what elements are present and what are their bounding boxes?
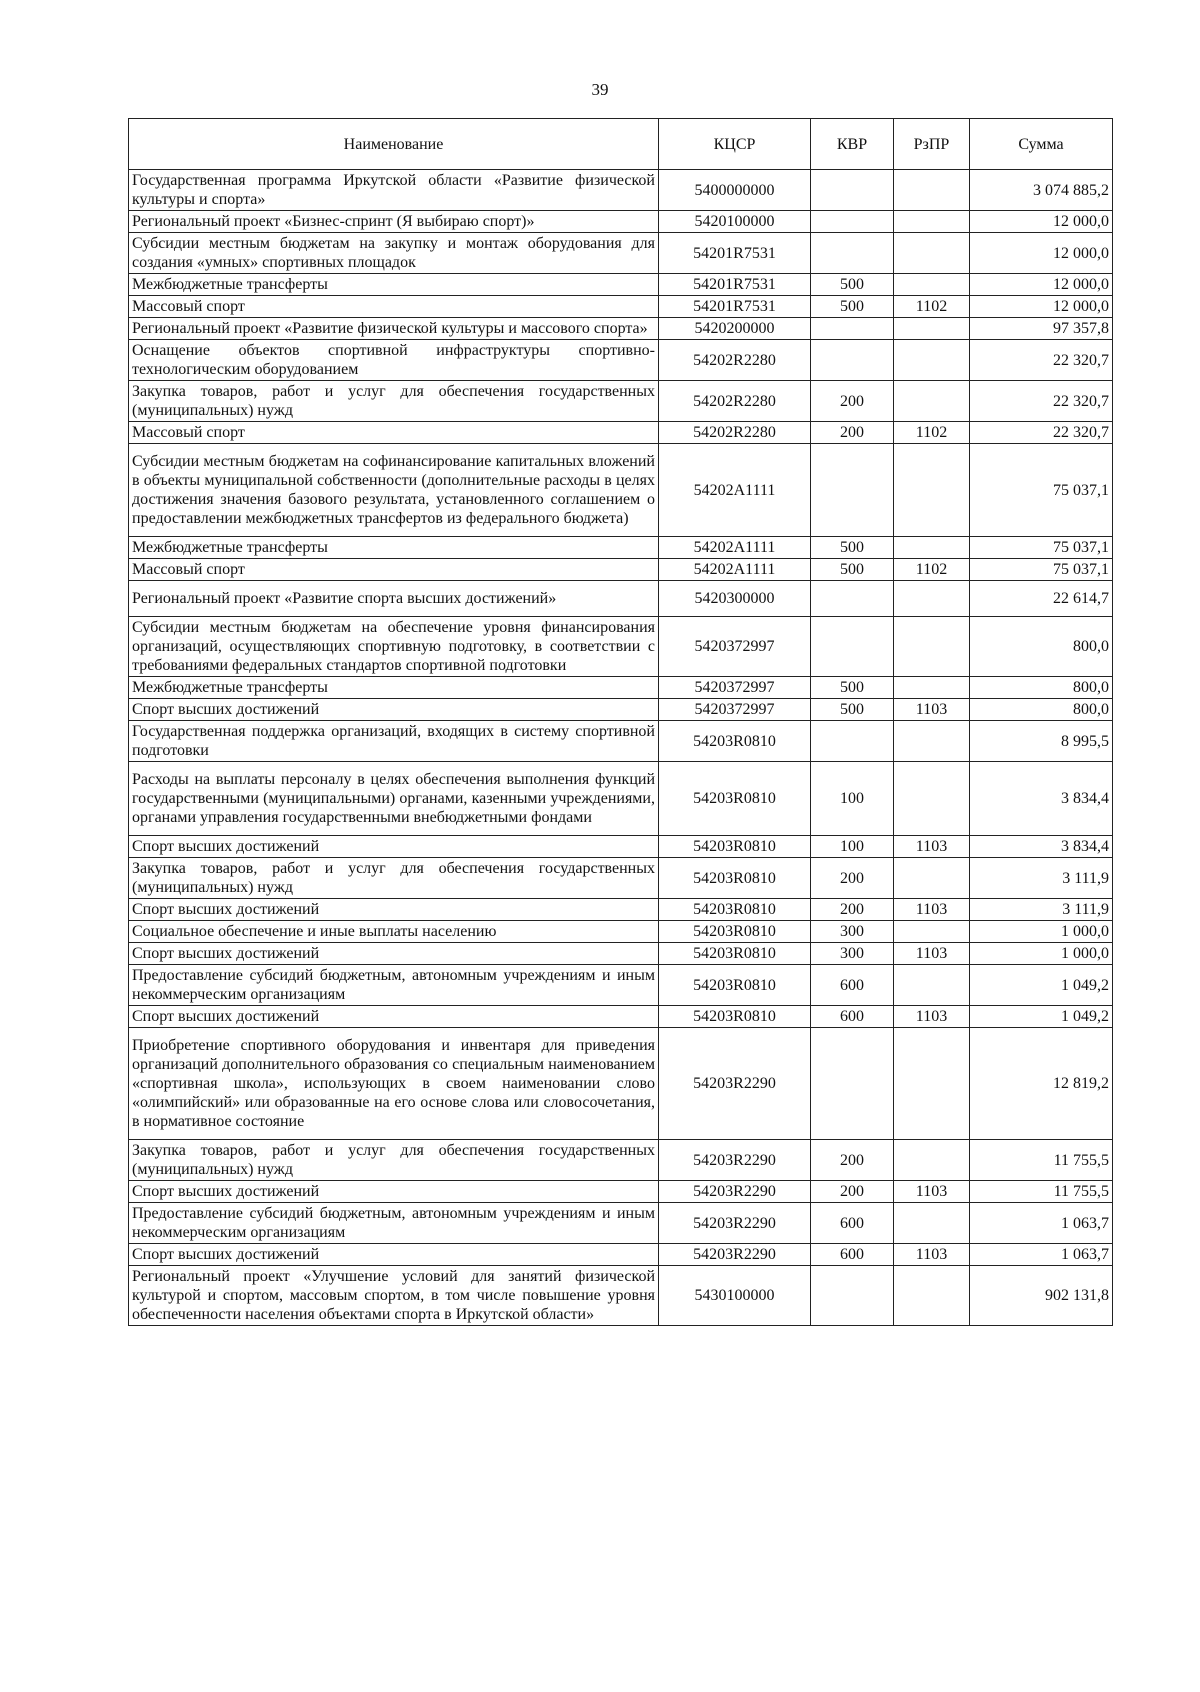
row-name-cell: Спорт высших достижений xyxy=(129,899,659,921)
row-kcsr-cell: 5420200000 xyxy=(659,318,811,340)
row-sum-cell: 3 111,9 xyxy=(970,858,1113,899)
row-sum-cell: 1 049,2 xyxy=(970,965,1113,1006)
row-sum-cell: 800,0 xyxy=(970,699,1113,721)
row-kvr-cell xyxy=(811,170,894,211)
row-kvr-cell xyxy=(811,581,894,617)
header-kcsr: КЦСР xyxy=(659,119,811,170)
row-kvr-cell xyxy=(811,318,894,340)
row-rzpr-cell: 1103 xyxy=(894,1244,970,1266)
row-kvr-cell xyxy=(811,211,894,233)
table-header-row xyxy=(129,119,1113,170)
row-kvr-cell: 100 xyxy=(811,836,894,858)
row-kcsr-cell: 54203R0810 xyxy=(659,858,811,899)
row-sum-cell: 75 037,1 xyxy=(970,559,1113,581)
table-row xyxy=(129,762,1113,836)
row-kcsr-cell: 54203R2290 xyxy=(659,1203,811,1244)
row-sum-cell: 22 320,7 xyxy=(970,422,1113,444)
row-sum-cell: 75 037,1 xyxy=(970,537,1113,559)
row-name-cell: Спорт высших достижений xyxy=(129,836,659,858)
row-rzpr-cell: 1103 xyxy=(894,836,970,858)
row-sum-cell: 22 320,7 xyxy=(970,381,1113,422)
row-kcsr-cell: 54203R0810 xyxy=(659,899,811,921)
table-row xyxy=(129,921,1113,943)
row-rzpr-cell: 1102 xyxy=(894,559,970,581)
table-row xyxy=(129,858,1113,899)
table-row xyxy=(129,943,1113,965)
row-rzpr-cell xyxy=(894,1140,970,1181)
row-rzpr-cell xyxy=(894,444,970,537)
row-kvr-cell: 200 xyxy=(811,899,894,921)
table-row xyxy=(129,677,1113,699)
row-name-cell: Межбюджетные трансферты xyxy=(129,274,659,296)
row-kcsr-cell: 5420100000 xyxy=(659,211,811,233)
row-name-cell: Массовый спорт xyxy=(129,422,659,444)
row-sum-cell: 800,0 xyxy=(970,677,1113,699)
row-kcsr-cell: 54203R0810 xyxy=(659,762,811,836)
row-kvr-cell: 500 xyxy=(811,677,894,699)
row-kvr-cell: 600 xyxy=(811,1006,894,1028)
header-rzpr: РзПР xyxy=(894,119,970,170)
row-rzpr-cell xyxy=(894,965,970,1006)
row-kvr-cell: 200 xyxy=(811,381,894,422)
row-kvr-cell: 200 xyxy=(811,1140,894,1181)
row-rzpr-cell xyxy=(894,1028,970,1140)
row-kvr-cell xyxy=(811,444,894,537)
row-rzpr-cell xyxy=(894,677,970,699)
row-name-cell: Спорт высших достижений xyxy=(129,1244,659,1266)
row-rzpr-cell xyxy=(894,211,970,233)
row-kcsr-cell: 54203R2290 xyxy=(659,1244,811,1266)
table-row xyxy=(129,1203,1113,1244)
row-kcsr-cell: 54203R0810 xyxy=(659,1006,811,1028)
row-kcsr-cell: 5420372997 xyxy=(659,677,811,699)
row-kvr-cell: 300 xyxy=(811,943,894,965)
table-row xyxy=(129,296,1113,318)
table-row xyxy=(129,1140,1113,1181)
row-rzpr-cell xyxy=(894,537,970,559)
row-rzpr-cell xyxy=(894,318,970,340)
row-name-cell: Региональный проект «Развитие спорта высших достижений» xyxy=(129,581,659,617)
row-rzpr-cell xyxy=(894,1203,970,1244)
table-row xyxy=(129,233,1113,274)
row-name-cell: Субсидии местным бюджетам на софинансирование капитальных вложений в объекты муниципальной собственности (дополнительные расходы в целях достижения значения базового результата, установленного соглашением о предоставлении межбюджетных трансфертов из федерального бюджета) xyxy=(129,444,659,537)
table-row xyxy=(129,581,1113,617)
row-kcsr-cell: 54203R0810 xyxy=(659,836,811,858)
row-rzpr-cell xyxy=(894,617,970,677)
row-name-cell: Спорт высших достижений xyxy=(129,943,659,965)
budget-table xyxy=(128,118,1113,1326)
row-kvr-cell: 600 xyxy=(811,965,894,1006)
header-name: Наименование xyxy=(129,119,659,170)
row-kcsr-cell: 54203R2290 xyxy=(659,1181,811,1203)
row-name-cell: Региональный проект «Улучшение условий для занятий физической культурой и спортом, массовым спортом, в том числе повышение уровня обеспеченности населения объектами спорта в Иркутской области» xyxy=(129,1266,659,1326)
row-name-cell: Спорт высших достижений xyxy=(129,1181,659,1203)
row-kvr-cell: 300 xyxy=(811,921,894,943)
row-sum-cell: 1 063,7 xyxy=(970,1244,1113,1266)
row-sum-cell: 902 131,8 xyxy=(970,1266,1113,1326)
row-rzpr-cell xyxy=(894,721,970,762)
row-name-cell: Расходы на выплаты персоналу в целях обеспечения выполнения функций государственными (муниципальными) органами, казенными учреждениями, органами управления государственными внебюджетными фондами xyxy=(129,762,659,836)
table-row xyxy=(129,318,1113,340)
row-name-cell: Закупка товаров, работ и услуг для обеспечения государственных (муниципальных) нужд xyxy=(129,381,659,422)
table-row xyxy=(129,444,1113,537)
row-kvr-cell: 500 xyxy=(811,274,894,296)
table-row xyxy=(129,170,1113,211)
row-name-cell: Социальное обеспечение и иные выплаты населению xyxy=(129,921,659,943)
row-name-cell: Субсидии местным бюджетам на закупку и монтаж оборудования для создания «умных» спортивных площадок xyxy=(129,233,659,274)
row-rzpr-cell: 1102 xyxy=(894,296,970,318)
row-rzpr-cell: 1103 xyxy=(894,899,970,921)
row-kvr-cell xyxy=(811,340,894,381)
header-sum: Сумма xyxy=(970,119,1113,170)
table-body xyxy=(129,170,1113,1326)
row-name-cell: Предоставление субсидий бюджетным, автономным учреждениям и иным некоммерческим организациям xyxy=(129,1203,659,1244)
row-rzpr-cell xyxy=(894,381,970,422)
row-rzpr-cell xyxy=(894,170,970,211)
row-sum-cell: 12 000,0 xyxy=(970,296,1113,318)
row-kvr-cell: 500 xyxy=(811,296,894,318)
table-row xyxy=(129,537,1113,559)
row-kcsr-cell: 54203R2290 xyxy=(659,1140,811,1181)
row-kcsr-cell: 54203R2290 xyxy=(659,1028,811,1140)
row-kvr-cell: 100 xyxy=(811,762,894,836)
row-rzpr-cell xyxy=(894,858,970,899)
table-row xyxy=(129,340,1113,381)
table-row xyxy=(129,1181,1113,1203)
row-rzpr-cell xyxy=(894,340,970,381)
row-sum-cell: 800,0 xyxy=(970,617,1113,677)
row-sum-cell: 12 819,2 xyxy=(970,1028,1113,1140)
row-rzpr-cell xyxy=(894,1266,970,1326)
row-sum-cell: 97 357,8 xyxy=(970,318,1113,340)
row-sum-cell: 22 614,7 xyxy=(970,581,1113,617)
row-kcsr-cell: 54202A1111 xyxy=(659,444,811,537)
row-rzpr-cell xyxy=(894,921,970,943)
row-name-cell: Предоставление субсидий бюджетным, автономным учреждениям и иным некоммерческим организациям xyxy=(129,965,659,1006)
row-rzpr-cell: 1103 xyxy=(894,943,970,965)
table-row xyxy=(129,836,1113,858)
row-rzpr-cell xyxy=(894,274,970,296)
row-sum-cell: 1 049,2 xyxy=(970,1006,1113,1028)
row-kcsr-cell: 54202A1111 xyxy=(659,559,811,581)
row-kcsr-cell: 5430100000 xyxy=(659,1266,811,1326)
row-sum-cell: 3 111,9 xyxy=(970,899,1113,921)
table-row xyxy=(129,699,1113,721)
table-row xyxy=(129,274,1113,296)
row-sum-cell: 11 755,5 xyxy=(970,1140,1113,1181)
row-name-cell: Закупка товаров, работ и услуг для обеспечения государственных (муниципальных) нужд xyxy=(129,858,659,899)
row-name-cell: Спорт высших достижений xyxy=(129,1006,659,1028)
table-row xyxy=(129,422,1113,444)
row-kvr-cell: 500 xyxy=(811,559,894,581)
row-sum-cell: 12 000,0 xyxy=(970,211,1113,233)
row-kcsr-cell: 54202R2280 xyxy=(659,422,811,444)
row-kvr-cell: 500 xyxy=(811,699,894,721)
row-kvr-cell xyxy=(811,1266,894,1326)
row-sum-cell: 75 037,1 xyxy=(970,444,1113,537)
row-kcsr-cell: 54203R0810 xyxy=(659,965,811,1006)
row-kcsr-cell: 54201R7531 xyxy=(659,296,811,318)
row-rzpr-cell: 1103 xyxy=(894,1181,970,1203)
row-rzpr-cell: 1102 xyxy=(894,422,970,444)
row-sum-cell: 3 074 885,2 xyxy=(970,170,1113,211)
row-name-cell: Массовый спорт xyxy=(129,559,659,581)
row-name-cell: Межбюджетные трансферты xyxy=(129,677,659,699)
table-row xyxy=(129,617,1113,677)
table-row xyxy=(129,1006,1113,1028)
row-kvr-cell: 600 xyxy=(811,1244,894,1266)
row-sum-cell: 8 995,5 xyxy=(970,721,1113,762)
row-rzpr-cell xyxy=(894,581,970,617)
row-kcsr-cell: 5420372997 xyxy=(659,699,811,721)
row-kvr-cell xyxy=(811,721,894,762)
row-sum-cell: 1 000,0 xyxy=(970,921,1113,943)
row-name-cell: Государственная поддержка организаций, входящих в систему спортивной подготовки xyxy=(129,721,659,762)
row-name-cell: Межбюджетные трансферты xyxy=(129,537,659,559)
row-sum-cell: 12 000,0 xyxy=(970,274,1113,296)
row-sum-cell: 22 320,7 xyxy=(970,340,1113,381)
row-kcsr-cell: 54203R0810 xyxy=(659,921,811,943)
row-kcsr-cell: 54203R0810 xyxy=(659,721,811,762)
row-kcsr-cell: 54202R2280 xyxy=(659,381,811,422)
row-sum-cell: 3 834,4 xyxy=(970,836,1113,858)
row-kvr-cell xyxy=(811,617,894,677)
table-row xyxy=(129,381,1113,422)
row-kcsr-cell: 5420300000 xyxy=(659,581,811,617)
table-row xyxy=(129,211,1113,233)
row-name-cell: Субсидии местным бюджетам на обеспечение уровня финансирования организаций, осуществляющих спортивную подготовку, в соответствии с требованиями федеральных стандартов спортивной подготовки xyxy=(129,617,659,677)
row-name-cell: Государственная программа Иркутской области «Развитие физической культуры и спорта» xyxy=(129,170,659,211)
row-kvr-cell: 500 xyxy=(811,537,894,559)
row-kcsr-cell: 54202A1111 xyxy=(659,537,811,559)
row-kcsr-cell: 54203R0810 xyxy=(659,943,811,965)
row-name-cell: Спорт высших достижений xyxy=(129,699,659,721)
table-row xyxy=(129,1266,1113,1326)
row-kvr-cell: 600 xyxy=(811,1203,894,1244)
row-kcsr-cell: 5420372997 xyxy=(659,617,811,677)
page-number: 39 xyxy=(591,80,609,99)
row-sum-cell: 12 000,0 xyxy=(970,233,1113,274)
row-kcsr-cell: 54201R7531 xyxy=(659,274,811,296)
row-sum-cell: 11 755,5 xyxy=(970,1181,1113,1203)
row-kvr-cell xyxy=(811,1028,894,1140)
row-kvr-cell: 200 xyxy=(811,1181,894,1203)
table-row xyxy=(129,1244,1113,1266)
row-rzpr-cell xyxy=(894,762,970,836)
table-row xyxy=(129,721,1113,762)
row-kvr-cell: 200 xyxy=(811,422,894,444)
row-name-cell: Приобретение спортивного оборудования и инвентаря для приведения организаций дополнительного образования со специальным наименованием «спортивная школа», использующих в своем наименовании слово «олимпийский» или образованные на его основе слова или словосочетания, в нормативное состояние xyxy=(129,1028,659,1140)
row-sum-cell: 1 000,0 xyxy=(970,943,1113,965)
row-kvr-cell xyxy=(811,233,894,274)
row-sum-cell: 3 834,4 xyxy=(970,762,1113,836)
row-rzpr-cell xyxy=(894,233,970,274)
row-name-cell: Региональный проект «Бизнес-спринт (Я выбираю спорт)» xyxy=(129,211,659,233)
row-kcsr-cell: 54202R2280 xyxy=(659,340,811,381)
row-name-cell: Закупка товаров, работ и услуг для обеспечения государственных (муниципальных) нужд xyxy=(129,1140,659,1181)
table-row xyxy=(129,1028,1113,1140)
row-name-cell: Региональный проект «Развитие физической культуры и массового спорта» xyxy=(129,318,659,340)
table-row xyxy=(129,965,1113,1006)
table-row xyxy=(129,899,1113,921)
header-kvr: КВР xyxy=(811,119,894,170)
row-rzpr-cell: 1103 xyxy=(894,1006,970,1028)
row-rzpr-cell: 1103 xyxy=(894,699,970,721)
row-sum-cell: 1 063,7 xyxy=(970,1203,1113,1244)
row-kvr-cell: 200 xyxy=(811,858,894,899)
row-kcsr-cell: 5400000000 xyxy=(659,170,811,211)
row-kcsr-cell: 54201R7531 xyxy=(659,233,811,274)
row-name-cell: Оснащение объектов спортивной инфраструктуры спортивно-технологическим оборудованием xyxy=(129,340,659,381)
row-name-cell: Массовый спорт xyxy=(129,296,659,318)
table-row xyxy=(129,559,1113,581)
